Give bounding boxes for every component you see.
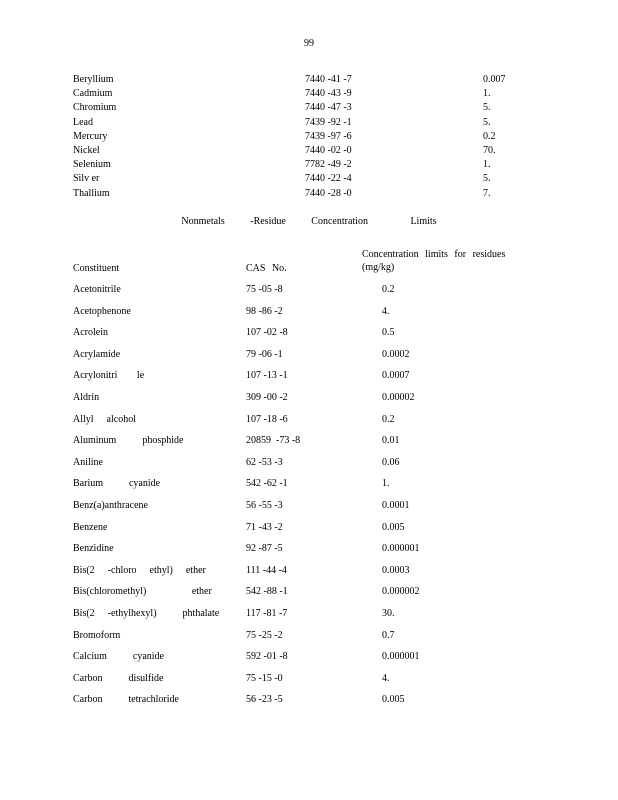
concentration-limit: 0.2 xyxy=(382,413,395,425)
concentration-limit: 0.005 xyxy=(382,521,405,533)
concentration-limit: 30. xyxy=(382,607,395,619)
metal-row xyxy=(73,172,533,186)
metal-name: Nickel xyxy=(73,144,100,156)
concentration-limit: 0.00002 xyxy=(382,391,415,403)
metal-limit-value: 1. xyxy=(483,88,491,100)
constituent-name: Aldrin xyxy=(73,391,100,403)
constituent-name: Benzene xyxy=(73,521,108,533)
concentration-limit: 0.7 xyxy=(382,629,395,641)
metal-row xyxy=(73,130,533,144)
constituent-name: Calcium cyanide xyxy=(73,651,164,663)
constituent-name: Barium cyanide xyxy=(73,478,161,490)
metal-limit-value: 0.2 xyxy=(483,130,496,142)
cas-number: 71 -43 -2 xyxy=(246,521,283,533)
constituent-name: Allyl alcohol xyxy=(73,413,136,425)
constituent-name: Carbon tetrachloride xyxy=(73,694,179,706)
table-row xyxy=(73,344,533,366)
cas-number: 75 -25 -2 xyxy=(246,629,283,641)
table-row xyxy=(73,430,533,452)
metal-cas-number: 7440 -28 -0 xyxy=(305,187,352,199)
metal-row xyxy=(73,87,533,101)
constituent-name: Acetophenone xyxy=(73,305,131,317)
table-row xyxy=(73,387,533,409)
concentration-limit: 0.000002 xyxy=(382,586,420,598)
cas-number: 75 -15 -0 xyxy=(246,672,283,684)
concentration-limit: 0.5 xyxy=(382,327,395,339)
concentration-limit: 0.0002 xyxy=(382,348,410,360)
constituent-name: Bis(2 -ethylhexyl) phthalate xyxy=(73,607,220,619)
metal-name: Chromium xyxy=(73,102,117,114)
metal-name: Beryllium xyxy=(73,74,114,85)
constituent-name: Acrolein xyxy=(73,327,108,339)
concentration-limit: 0.0001 xyxy=(382,499,410,511)
cas-number: 20859 -73 -8 xyxy=(246,435,301,447)
cas-number: 79 -06 -1 xyxy=(246,348,283,360)
concentration-limit: 0.0003 xyxy=(382,564,410,576)
cas-number: 56 -23 -5 xyxy=(246,694,283,706)
cas-number: 98 -86 -2 xyxy=(246,305,283,317)
metal-limit-value: 7. xyxy=(483,187,491,199)
metal-row xyxy=(73,158,533,172)
header-concentration-limits: Concentration limits for residues (mg/kg) xyxy=(362,249,506,273)
metal-cas-number: 7440 -02 -0 xyxy=(305,144,352,156)
metal-limit-value: 0.007 xyxy=(483,74,506,85)
metal-cas-number: 7439 -97 -6 xyxy=(305,130,352,142)
cas-number: 56 -55 -3 xyxy=(246,499,283,511)
cas-number: 107 -13 -1 xyxy=(246,370,288,382)
cas-number: 107 -18 -6 xyxy=(246,413,288,425)
cas-number: 542 -62 -1 xyxy=(246,478,288,490)
table-row xyxy=(73,625,533,647)
metal-limit-value: 70. xyxy=(483,144,496,156)
metal-cas-number: 7440 -41 -7 xyxy=(305,74,352,85)
table-row xyxy=(73,279,533,301)
metal-cas-number: 7440 -22 -4 xyxy=(305,173,352,185)
table-row xyxy=(73,581,533,603)
constituent-name: Bromoform xyxy=(73,629,121,641)
constituent-name: Bis(chloromethyl) ether xyxy=(73,586,212,598)
concentration-limit: 0.2 xyxy=(382,284,395,295)
cas-number: 592 -01 -8 xyxy=(246,651,288,663)
metal-name: Selenium xyxy=(73,159,111,171)
table-row xyxy=(73,322,533,344)
header-cas-no: CAS No. xyxy=(246,263,287,274)
constituent-name: Aniline xyxy=(73,456,103,468)
metal-row xyxy=(73,144,533,158)
table-row xyxy=(73,495,533,517)
concentration-limit: 0.0007 xyxy=(382,370,410,382)
metals-list xyxy=(73,73,533,201)
table-row xyxy=(73,668,533,690)
constituent-name: Benzidine xyxy=(73,543,114,555)
table-row xyxy=(73,538,533,560)
table-row xyxy=(73,365,533,387)
metal-name: Silv er xyxy=(73,173,100,185)
metal-cas-number: 7782 -49 -2 xyxy=(305,159,352,171)
constituent-name: Bis(2 -chloro ethyl) ether xyxy=(73,564,206,576)
metal-limit-value: 1. xyxy=(483,159,491,171)
concentration-limit: 1. xyxy=(382,478,390,490)
constituent-name: Acetonitrile xyxy=(73,284,121,295)
cas-number: 107 -02 -8 xyxy=(246,327,288,339)
table-row xyxy=(73,473,533,495)
concentration-limit: 0.000001 xyxy=(382,651,420,663)
table-header xyxy=(73,248,533,278)
table-row xyxy=(73,409,533,431)
metal-limit-value: 5. xyxy=(483,102,491,114)
concentration-limit: 0.01 xyxy=(382,435,400,447)
concentration-limit: 0.000001 xyxy=(382,543,420,555)
constituent-name: Carbon disulfide xyxy=(73,672,164,684)
page-number: 99 xyxy=(304,38,314,49)
table-row xyxy=(73,560,533,582)
constituent-name: Acrylonitri le xyxy=(73,370,145,382)
table-row xyxy=(73,517,533,539)
metal-limit-value: 5. xyxy=(483,116,491,128)
table-row xyxy=(73,603,533,625)
metal-name: Cadmium xyxy=(73,88,113,100)
cas-number: 62 -53 -3 xyxy=(246,456,283,468)
concentration-limit: 4. xyxy=(382,305,390,317)
cas-number: 309 -00 -2 xyxy=(246,391,288,403)
table-row xyxy=(73,452,533,474)
metal-row xyxy=(73,187,533,201)
metal-row xyxy=(73,101,533,115)
metal-limit-value: 5. xyxy=(483,173,491,185)
metal-cas-number: 7439 -92 -1 xyxy=(305,116,352,128)
concentration-limit: 0.005 xyxy=(382,694,405,706)
metal-cas-number: 7440 -43 -9 xyxy=(305,88,352,100)
metal-name: Thallium xyxy=(73,187,110,199)
metal-row xyxy=(73,116,533,130)
cas-number: 92 -87 -5 xyxy=(246,543,283,555)
metal-cas-number: 7440 -47 -3 xyxy=(305,102,352,114)
metal-name: Mercury xyxy=(73,130,108,142)
metal-name: Lead xyxy=(73,116,93,128)
section-title: Nonmetals -Residue Concentration Limits xyxy=(181,216,437,227)
nonmetals-table xyxy=(73,279,533,711)
constituent-name: Aluminum phosphide xyxy=(73,435,184,447)
cas-number: 75 -05 -8 xyxy=(246,284,283,295)
cas-number: 117 -81 -7 xyxy=(246,607,288,619)
metal-row xyxy=(73,73,533,87)
table-row xyxy=(73,646,533,668)
table-row xyxy=(73,689,533,711)
constituent-name: Benz(a)anthracene xyxy=(73,499,148,511)
concentration-limit: 4. xyxy=(382,672,390,684)
header-constituent: Constituent xyxy=(73,263,120,274)
table-row xyxy=(73,301,533,323)
cas-number: 111 -44 -4 xyxy=(246,564,287,576)
concentration-limit: 0.06 xyxy=(382,456,400,468)
cas-number: 542 -88 -1 xyxy=(246,586,288,598)
constituent-name: Acrylamide xyxy=(73,348,121,360)
